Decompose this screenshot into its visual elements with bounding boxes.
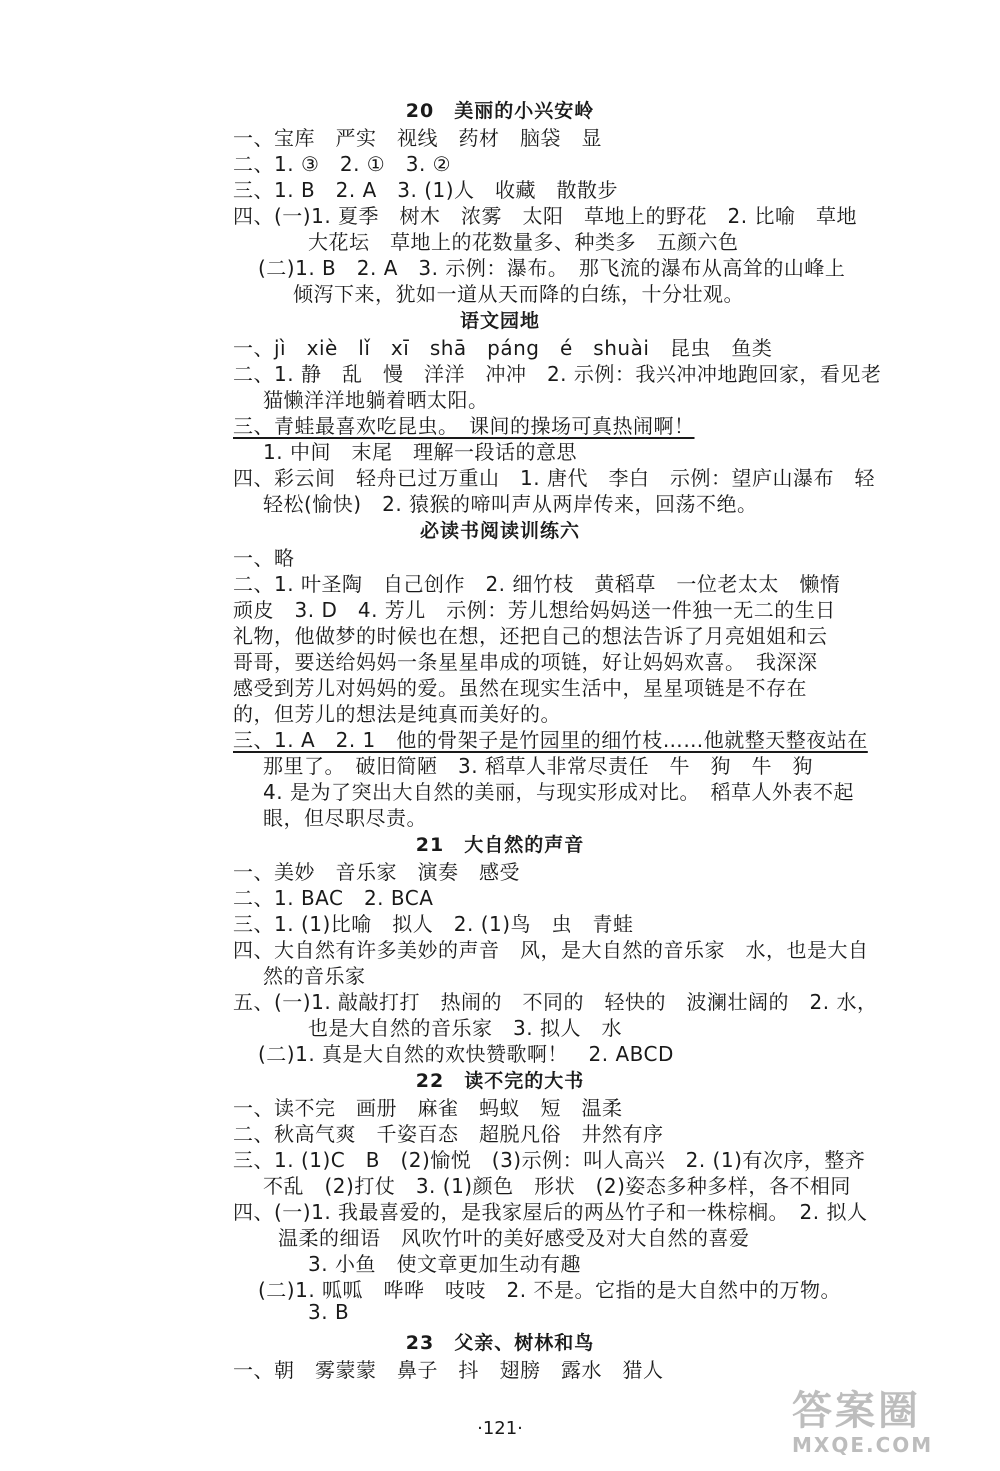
- answer-line: 三、1. (1)比喻 拟人 2. (1)鸟 虫 青蛙: [233, 912, 634, 936]
- answer-line: 猫懒洋洋地躺着晒太阳。: [263, 388, 489, 412]
- answer-line: 那里了。 破旧简陋 3. 稻草人非常尽责任 牛 狗 牛 狗: [263, 754, 813, 778]
- answer-line: 3. B: [308, 1300, 350, 1324]
- answer-line: 然的音乐家: [263, 964, 366, 988]
- answer-line: 三、1. B 2. A 3. (1)人 收藏 散散步: [233, 178, 619, 202]
- answer-line: 3. 小鱼 使文章更加生动有趣: [308, 1252, 581, 1276]
- answer-line: 的，但芳儿的想法是纯真而美好的。: [233, 702, 561, 726]
- watermark-text: 答案圈: [792, 1388, 921, 1434]
- answer-line: 三、1. A 2. 1 他的骨架子是竹园里的细竹枝……他就整天整夜站在: [233, 728, 868, 752]
- answer-line: 温柔的细语 风吹竹叶的美好感受及对大自然的喜爱: [278, 1226, 750, 1250]
- answer-line: 三、1. (1)C B (2)愉悦 (3)示例：叫人高兴 2. (1)有次序，整齐: [233, 1148, 866, 1172]
- answer-line: (二)1. B 2. A 3. 示例：瀑布。 那飞流的瀑布从高耸的山峰上: [258, 256, 846, 280]
- watermark-logo: [792, 1389, 982, 1459]
- answer-line: 一、略: [233, 546, 295, 570]
- watermark-url: MXQE.COM: [792, 1433, 934, 1457]
- answer-line: 一、读不完 画册 麻雀 蚂蚁 短 温柔: [233, 1096, 623, 1120]
- answer-line: 顽皮 3. D 4. 芳儿 示例：芳儿想给妈妈送一件独一无二的生日: [233, 598, 836, 622]
- answer-line: 轻松(愉快) 2. 猿猴的啼叫声从两岸传来，回荡不绝。: [263, 492, 758, 516]
- answer-line: (二)1. 真是大自然的欢快赞歌啊！ 2. ABCD: [258, 1042, 674, 1066]
- answer-line: 四、大自然有许多美妙的声音 风，是大自然的音乐家 水，也是大自: [233, 938, 869, 962]
- answer-line: 五、(一)1. 敲敲打打 热闹的 不同的 轻快的 波澜壮阔的 2. 水，: [233, 990, 878, 1014]
- section-title: 20 美丽的小兴安岭: [405, 100, 595, 122]
- answer-line: 一、朝 雾蒙蒙 鼻子 抖 翅膀 露水 猎人: [233, 1358, 664, 1382]
- answer-line: 也是大自然的音乐家 3. 拟人 水: [308, 1016, 622, 1040]
- answer-line: 一、美妙 音乐家 演奏 感受: [233, 860, 520, 884]
- answer-line: 大花坛 草地上的花数量多、种类多 五颜六色: [308, 230, 739, 254]
- page-number: ·121·: [477, 1418, 523, 1439]
- answer-line: 四、(一)1. 我最喜爱的，是我家屋后的两丛竹子和一株棕榈。 2. 拟人: [233, 1200, 868, 1224]
- section-title: 21 大自然的声音: [415, 834, 585, 856]
- answer-line: (二)1. 呱呱 哗哗 吱吱 2. 不是。它指的是大自然中的万物。: [258, 1278, 841, 1302]
- answer-line: 二、秋高气爽 千姿百态 超脱凡俗 井然有序: [233, 1122, 664, 1146]
- section-title: 22 读不完的大书: [415, 1070, 585, 1092]
- answer-line: 二、1. BAC 2. BCA: [233, 886, 434, 910]
- section-title: 语文园地: [459, 310, 540, 332]
- answer-line: 二、1. 静 乱 慢 洋洋 冲冲 2. 示例：我兴冲冲地跑回家，看见老: [233, 362, 882, 386]
- answer-line: 哥哥，要送给妈妈一条星星串成的项链，好让妈妈欢喜。 我深深: [233, 650, 818, 674]
- answer-line: 二、1. 叶圣陶 自己创作 2. 细竹枝 黄稻草 一位老太太 懒惰: [233, 572, 841, 596]
- answer-line: 倾泻下来，犹如一道从天而降的白练，十分壮观。: [293, 282, 744, 306]
- answer-line: 眼，但尽职尽责。: [263, 806, 427, 830]
- answer-line: 四、(一)1. 夏季 树木 浓雾 太阳 草地上的野花 2. 比喻 草地: [233, 204, 857, 228]
- answer-line: 四、彩云间 轻舟已过万重山 1. 唐代 李白 示例：望庐山瀑布 轻: [233, 466, 875, 490]
- answer-line: 礼物，他做梦的时候也在想，还把自己的想法告诉了月亮姐姐和云: [233, 624, 828, 648]
- answer-line: 三、青蛙最喜欢吃昆虫。 课间的操场可真热闹啊！: [233, 414, 695, 438]
- answer-line: 4. 是为了突出大自然的美丽，与现实形成对比。 稻草人外表不起: [263, 780, 854, 804]
- answer-line: 不乱 (2)打仗 3. (1)颜色 形状 (2)姿态多种多样，各不相同: [263, 1174, 851, 1198]
- answer-line: 一、jì xiè lǐ xī shā páng é shuài 昆虫 鱼类: [233, 336, 773, 360]
- section-title: 必读书阅读训练六: [419, 520, 580, 542]
- section-title: 23 父亲、树林和鸟: [405, 1332, 595, 1354]
- answer-line: 感受到芳儿对妈妈的爱。虽然在现实生活中，星星项链是不存在: [233, 676, 807, 700]
- answer-line: 1. 中间 末尾 理解一段话的意思: [263, 440, 577, 464]
- answer-line: 一、宝库 严实 视线 药材 脑袋 显: [233, 126, 602, 150]
- answer-line: 二、1. ③ 2. ① 3. ②: [233, 152, 452, 176]
